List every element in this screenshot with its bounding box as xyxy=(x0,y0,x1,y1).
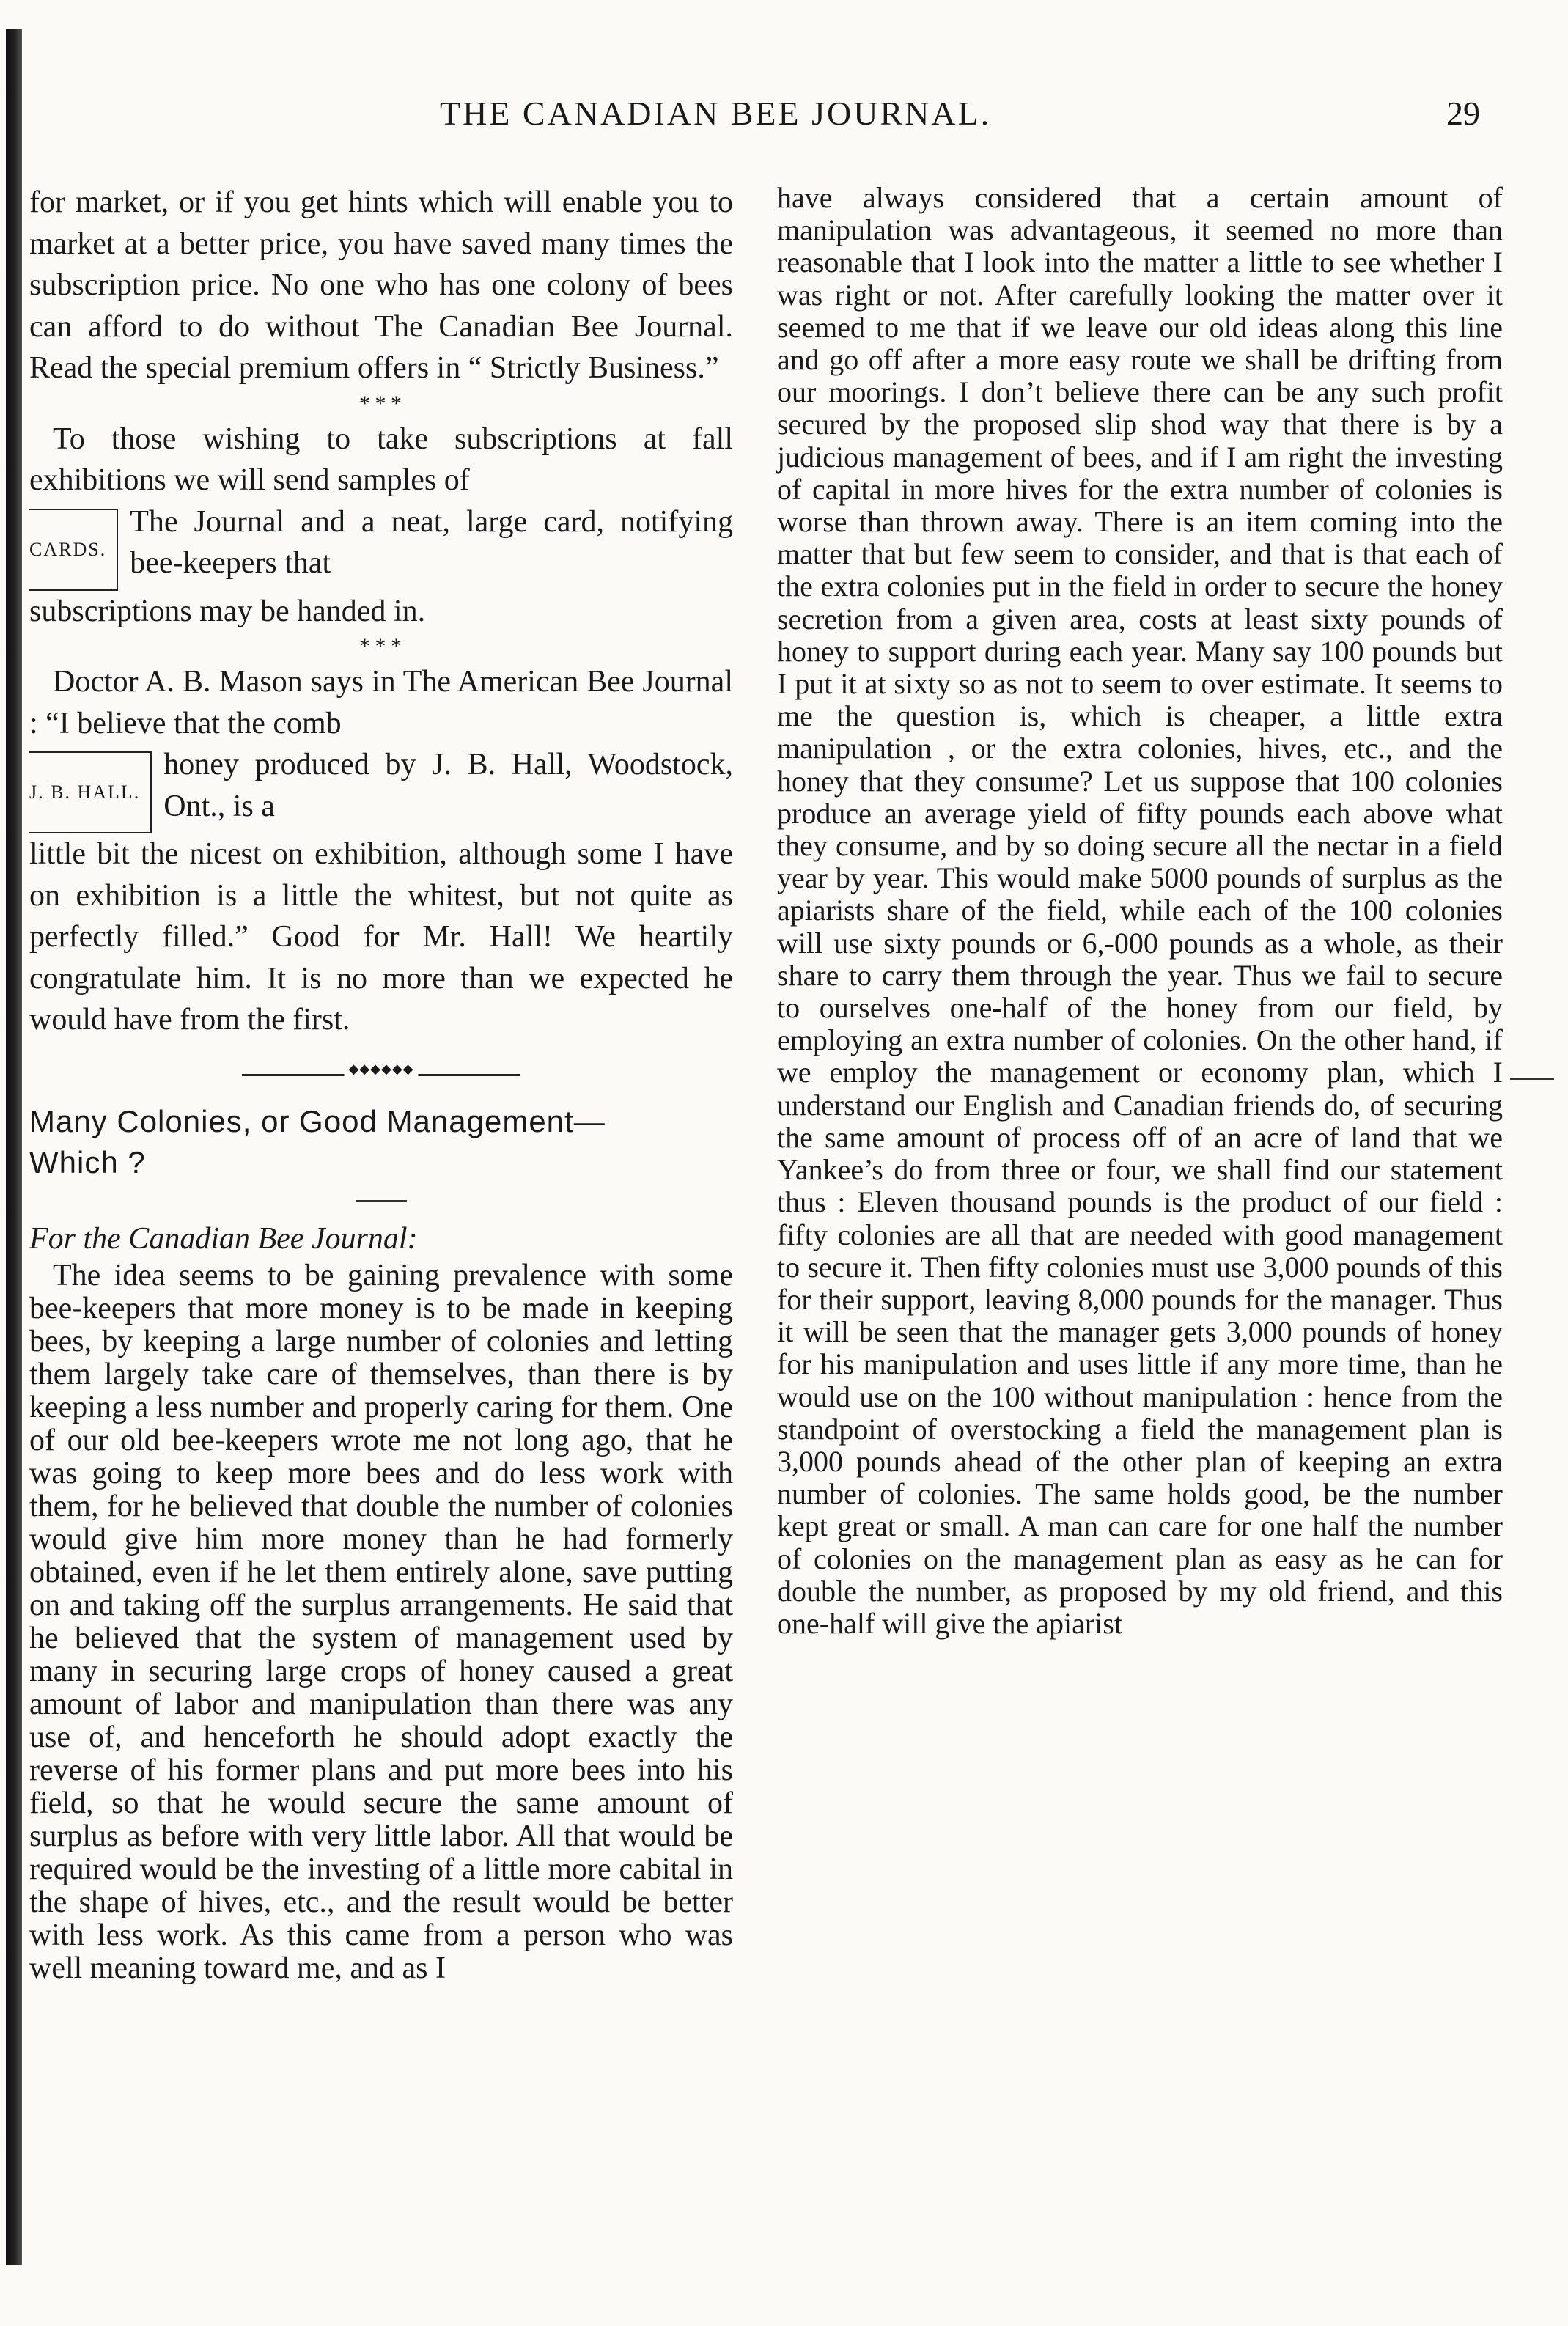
ornamental-rule xyxy=(242,1070,520,1079)
hall-box-text: honey produced by J. B. Hall, Woodstock, Ont., is a xyxy=(163,748,733,823)
article-heading-line1: Many Colonies, or Good Management— xyxy=(29,1103,606,1138)
page-number: 29 xyxy=(1446,95,1480,132)
section-divider-stars: * * * xyxy=(358,634,403,658)
right-column xyxy=(777,182,1503,1640)
hall-sidebox: J. B. HALL. xyxy=(29,751,152,833)
article-byline: For the Canadian Bee Journal: xyxy=(29,1221,418,1256)
section-divider-stars: * * * xyxy=(358,391,403,416)
page-header xyxy=(0,94,1568,138)
mason-paragraph-lead: Doctor A. B. Mason says in The American Bee Journal : “I believe that the comb xyxy=(29,665,733,740)
article-body-right: have always considered that a certain amount of manipulation was advantageous, it seemed no more than reasonable that I look into the matter a little to see whether I was right or not. After carefully looking the matter over it seemed to me that if we leave our old ideas along this line and go off after a more easy route we shall be drifting from our moorings. I don’t believe there can be any such profit secured by the proposed slip shod way that there is by a judicious management of bees, and if I am right the investing of capital in more hives for the extra number of colonies is worse than thrown away. There is an item coming into the matter that but few seem to consider, and that is that each of the extra colonies put in the field in order to secure the honey secretion from a given area, costs at least sixty pounds of honey to support during each year. Many say 100 pounds but I put it at sixty so as not to seem to over estimate. It seems to me the question is, which is cheaper, a little extra manipulation , or the extra colonies, hives, etc., and the honey that they consume? Let us suppose that 100 colonies produce an average yield of fifty pounds each above what they consume, and by so doing secure all the nectar in a field year by year. This would make 5000 pounds of surplus as the apiarists share of the field, while each of the 100 colonies will use sixty pounds or 6,-000 pounds as a whole, as their share to carry them through the year. Thus we fail to secure to ourselves one-half of the honey from our field, by employing an extra number of colonies. On the other hand, if we employ the management or economy plan, which I understand our English and Canadian friends do, of securing the same amount of process off of an acre of land that we Yankee’s do from three or four, we shall find our statement thus : Eleven thousand pounds is the product of our field : fifty colonies are all that are needed with good management to secure it. Then fifty colonies must use 3,000 pounds of this for their support, leaving 8,000 pounds for the manager. Thus it will be seen that the manager gets 3,000 pounds of honey for his manipulation and uses little if any more time, than he would use on the 100 without manipulation : hence from the standpoint of overstocking a field the management plan is 3,000 pounds ahead of the other plan of keeping an extra number of colonies. The same holds good, be the number kept great or small. A man can care for one half the number of colonies on the management plan as easy as he can for double the number, as proposed by my old friend, and this one-half will give the apiarist xyxy=(777,181,1503,1640)
page-binding-edge xyxy=(6,29,22,2265)
hall-boxed-row xyxy=(29,744,733,833)
exhibition-paragraph-lead: To those wishing to take subscriptions at fall exhibitions we will send samples of xyxy=(29,422,733,497)
cards-box-text: The Journal and a neat, large card, notifying bee-keepers that xyxy=(130,504,733,580)
subscription-paragraph: for market, or if you get hints which will enable you to market at a better price, you have saved many times the subscription price. No one who has one colony of bees can afford to do without The Canadian Bee Journal. Read the special premium offers in “ Strictly Business.” xyxy=(29,185,733,385)
cards-boxed-row xyxy=(29,501,733,591)
mason-paragraph-tail: little bit the nicest on exhibition, although some I have on exhibition is a little the whitest, but not quite as perfectly filled.” Good for Mr. Hall! We heartily congratulate him. It is no more than we expected he would have from the first. xyxy=(29,837,733,1037)
exhibition-paragraph-tail: subscriptions may be handed in. xyxy=(29,594,426,628)
article-heading-line2: Which ? xyxy=(29,1145,146,1179)
margin-mark xyxy=(1510,1078,1554,1080)
article-body-left: The idea seems to be gaining prevalence with some bee-keepers that more money is to be made in keeping bees, by keeping a large number of colonies and letting them largely take care of themselves, than there is by keeping a less number and properly caring for them. One of our old bee-keepers wrote me not long ago, that he was going to keep more bees and do less work with them, for he believed that double the number of colonies would give him more money than he had formerly obtained, even if he let them entirely alone, save putting on and taking off the surplus arrangements. He said that he believed that the system of management used by many in securing large crops of honey caused a great amount of labor and manipulation than there was any use of, and henceforth he should adopt exactly the reverse of his former plans and put more bees into his field, so that he would secure the same amount of surplus as before with very little labor. All that would be required would be the investing of a little more cabital in the shape of hives, etc., and the result would be better with less work. As this came from a person who was well meaning toward me, and as I xyxy=(29,1259,733,1985)
heading-rule xyxy=(356,1200,407,1202)
journal-title: THE CANADIAN BEE JOURNAL. xyxy=(440,95,992,132)
cards-sidebox: CARDS. xyxy=(29,509,118,591)
left-column xyxy=(29,182,733,1985)
